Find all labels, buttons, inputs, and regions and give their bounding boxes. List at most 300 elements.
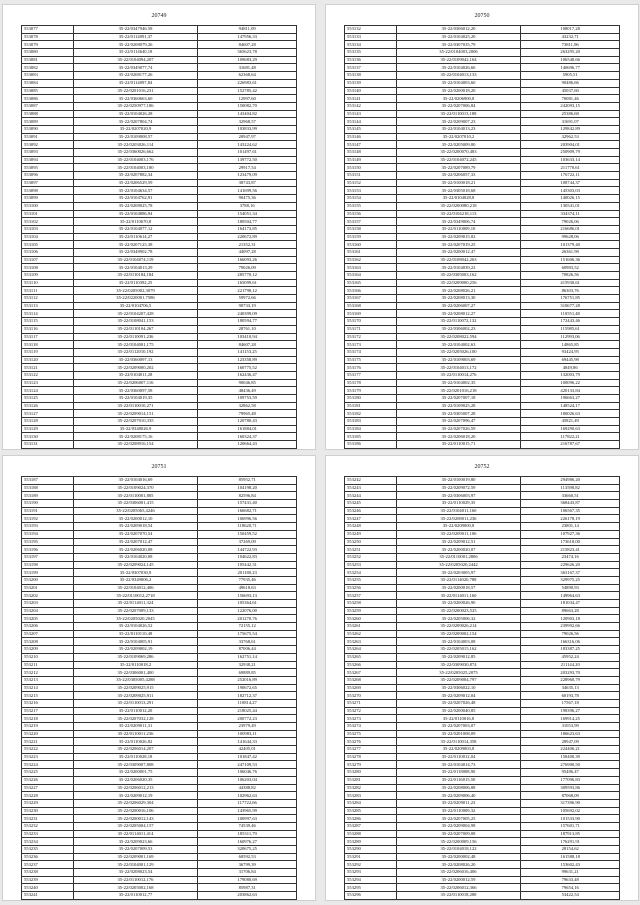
row-id-cell: 553178 — [345, 379, 397, 387]
row-id-cell: 553078 — [22, 33, 74, 41]
row-id-cell: 553285 — [345, 807, 397, 815]
table-row — [22, 156, 297, 164]
code-cell: 35-22/0205004,157 — [73, 822, 198, 830]
code-cell: 35-22/0104026,52 — [73, 623, 198, 631]
code-cell: 35-22/0200040,85 — [396, 707, 521, 715]
row-id-cell: 553277 — [345, 746, 397, 754]
code-cell: 35-22/0309030,874 — [396, 661, 521, 669]
row-id-cell: 553186 — [345, 441, 397, 449]
table-row — [22, 402, 297, 410]
code-cell: 35-22/0209026,214 — [396, 623, 521, 631]
code-cell: 35-22/0207009,133 — [73, 607, 198, 615]
amount-cell: 141153,25 — [198, 348, 297, 356]
amount-cell: 334374,11 — [521, 210, 620, 218]
row-id-cell: 553180 — [345, 395, 397, 403]
row-id-cell: 553103 — [22, 225, 74, 233]
table-row — [22, 753, 297, 761]
row-id-cell: 553182 — [345, 410, 397, 418]
row-id-cell: 553250 — [345, 538, 397, 546]
code-cell: 35-22/0109024,370 — [73, 484, 198, 492]
amount-cell: 28154,62 — [521, 846, 620, 854]
code-cell: 35-22/0110010,271 — [73, 402, 198, 410]
code-cell: 35-22/0209012,04 — [396, 692, 521, 700]
amount-cell: 33660,51 — [521, 492, 620, 500]
table-row — [345, 56, 620, 64]
code-cell: 35-22/0208013,30 — [396, 295, 521, 303]
row-id-cell: 553199 — [22, 569, 74, 577]
amount-cell: 85987,31 — [198, 884, 297, 892]
amount-cell: 79965,48 — [198, 410, 297, 418]
table-row — [22, 95, 297, 103]
row-id-cell: 553093 — [22, 149, 74, 157]
code-cell: 35-22/0208012,27 — [396, 310, 521, 318]
code-cell: 35-22/0104074,119 — [73, 256, 198, 264]
table-row — [345, 807, 620, 815]
amount-cell: 117722,66 — [198, 799, 297, 807]
table-row — [22, 264, 297, 272]
row-id-cell: 553095 — [22, 164, 74, 172]
row-id-cell: 553271 — [345, 699, 397, 707]
table-row — [345, 792, 620, 800]
table-row — [345, 141, 620, 149]
table-row — [345, 546, 620, 554]
code-cell: 35-22/0309007,808 — [73, 761, 198, 769]
amount-cell: 161884,01 — [198, 425, 297, 433]
table-row — [22, 325, 297, 333]
code-cell: 35-22/0110184,184 — [73, 272, 198, 280]
code-cell: 35-22/0104039,22 — [396, 264, 521, 272]
table-row — [345, 876, 620, 884]
code-cell: 35-22/0206057,33 — [396, 172, 521, 180]
code-cell: 35-22/0206007,116 — [73, 379, 198, 387]
table-row — [22, 561, 297, 569]
amount-cell: 177096,83 — [521, 776, 620, 784]
row-id-cell: 553218 — [22, 715, 74, 723]
table-row — [22, 515, 297, 523]
amount-cell: 103633,14 — [521, 156, 620, 164]
table-row — [22, 492, 297, 500]
amount-cell: 32938,21 — [198, 661, 297, 669]
code-cell: 35-22/0200012,59 — [396, 876, 521, 884]
code-cell: 35-22/0306022,10 — [396, 684, 521, 692]
code-cell: 35-22/0118008,90 — [396, 769, 521, 777]
table-row — [345, 410, 620, 418]
table-row — [22, 500, 297, 508]
row-id-cell: 553172 — [345, 333, 397, 341]
table-row — [22, 387, 297, 395]
row-id-cell: 553145 — [345, 125, 397, 133]
table-row — [345, 272, 620, 280]
table-row — [22, 164, 297, 172]
amount-cell: 216787,67 — [521, 441, 620, 449]
table-row — [22, 707, 297, 715]
amount-cell: 141699,56 — [198, 187, 297, 195]
code-cell: 35-22/0110013,291 — [73, 699, 198, 707]
row-id-cell: 553223 — [22, 753, 74, 761]
row-id-cell: 553094 — [22, 156, 74, 164]
amount-cell: 4849,86 — [521, 364, 620, 372]
table-row — [22, 784, 297, 792]
row-id-cell: 553159 — [345, 233, 397, 241]
code-cell: 35-22/0209002,154 — [396, 630, 521, 638]
code-cell: 35-22/0207012,47 — [73, 538, 198, 546]
row-id-cell: 553191 — [22, 507, 74, 515]
amount-cell: 31691,07 — [521, 118, 620, 126]
table-row — [345, 746, 620, 754]
amount-cell: 54890,93 — [521, 584, 620, 592]
code-cell: 35-22/0209018,54 — [73, 523, 198, 531]
amount-cell: 242093,15 — [521, 102, 620, 110]
code-cell: 35-22/0207882,34 — [73, 172, 198, 180]
amount-cell: 201180,23 — [198, 569, 297, 577]
code-cell: 35-22/0209006,40 — [396, 792, 521, 800]
code-cell: 35-22/0104005,91 — [73, 638, 198, 646]
code-cell: 35-22/0104013,23 — [396, 125, 521, 133]
row-id-cell: 553167 — [345, 295, 397, 303]
table-row — [22, 538, 297, 546]
table-row — [345, 371, 620, 379]
code-cell: 35-22/0208175,16 — [73, 433, 198, 441]
amount-cell: 5905,51 — [521, 72, 620, 80]
amount-cell: 203904,01 — [521, 141, 620, 149]
code-cell: 35-22/0100018,21 — [396, 179, 521, 187]
code-cell: 35-22/0209012,51 — [396, 538, 521, 546]
row-id-cell: 553226 — [22, 776, 74, 784]
amount-cell: 32862,58 — [198, 402, 297, 410]
row-id-cell: 553086 — [22, 95, 74, 103]
amount-cell: 252016,89 — [198, 676, 297, 684]
row-id-cell: 553200 — [22, 576, 74, 584]
amount-cell: 218025,44 — [198, 707, 297, 715]
code-cell: 35-22/0104003,176 — [73, 156, 198, 164]
code-cell: 35-22/0201016,231 — [73, 87, 198, 95]
code-cell: 35-22/0104013,133 — [396, 72, 521, 80]
amount-cell: 82596,84 — [198, 492, 297, 500]
table-row — [345, 441, 620, 449]
amount-cell: 182712,37 — [198, 692, 297, 700]
code-cell: 35-22/0108042,263 — [396, 256, 521, 264]
code-cell: 35-22/0220001,7586 — [73, 295, 198, 303]
code-cell: 35-22/0104072,245 — [396, 156, 521, 164]
code-cell: 35-22/0200020,07 — [396, 546, 521, 554]
amount-cell: 157431,40 — [198, 500, 297, 508]
amount-cell: 100983,11 — [198, 730, 297, 738]
code-cell: 35-22/0114097,84 — [73, 79, 198, 87]
table-row — [22, 815, 297, 823]
table-row — [22, 699, 297, 707]
amount-cell: 129842,89 — [521, 125, 620, 133]
table-row — [345, 41, 620, 49]
code-cell: 35-22/0110026,82 — [73, 738, 198, 746]
amount-cell: 141644,33 — [198, 738, 297, 746]
row-id-cell: 553147 — [345, 141, 397, 149]
row-id-cell: 553255 — [345, 576, 397, 584]
row-id-cell: 553201 — [22, 584, 74, 592]
code-cell: 35-22/0209004,98 — [396, 822, 521, 830]
code-cell: 35-22/0207010,2 — [396, 133, 521, 141]
data-table — [344, 25, 620, 449]
row-id-cell: 553207 — [22, 630, 74, 638]
code-cell: 35-22/0206900,8 — [396, 95, 521, 103]
code-cell: 35-22/0200012,47 — [396, 248, 521, 256]
table-row — [22, 507, 297, 515]
code-cell: 35-22/0109008,57 — [73, 133, 198, 141]
row-id-cell: 553152 — [345, 179, 397, 187]
amount-cell: 77935,46 — [198, 576, 297, 584]
code-cell: 35-22/0209025,915 — [73, 684, 198, 692]
amount-cell: 90733,19 — [198, 302, 297, 310]
amount-cell: 62368,64 — [198, 72, 297, 80]
row-id-cell: 553099 — [22, 195, 74, 203]
amount-cell: 53422,54 — [521, 892, 620, 900]
code-cell: 35-22/0110029,35 — [396, 500, 521, 508]
code-cell: 35-22/0205020,2442 — [396, 561, 521, 569]
table-row — [345, 433, 620, 441]
amount-cell: 147956,33 — [198, 33, 297, 41]
code-cell: 35-22/0110110,48 — [73, 630, 198, 638]
code-cell: 35-22/0207026,48 — [396, 699, 521, 707]
code-cell: 35-22/0208006,88 — [396, 784, 521, 792]
amount-cell: 173618,00 — [521, 538, 620, 546]
code-cell: 35-22/0104003,60 — [396, 79, 521, 87]
table-row — [345, 225, 620, 233]
row-id-cell: 553154 — [345, 195, 397, 203]
amount-cell: 143224,62 — [198, 141, 297, 149]
table-row — [345, 110, 620, 118]
row-id-cell: 553294 — [345, 876, 397, 884]
row-id-cell: 553104 — [22, 233, 74, 241]
table-row — [345, 379, 620, 387]
amount-cell: 294986,20 — [521, 477, 620, 485]
amount-cell: 79026,56 — [521, 630, 620, 638]
row-id-cell: 553287 — [345, 822, 397, 830]
table-row — [22, 356, 297, 364]
table-row — [345, 707, 620, 715]
amount-cell: 190672,65 — [198, 684, 297, 692]
code-cell: 35-22/0207020,9 — [73, 125, 198, 133]
row-id-cell: 553132 — [345, 26, 397, 34]
table-row — [345, 623, 620, 631]
row-id-cell: 553164 — [345, 272, 397, 280]
table-row — [345, 295, 620, 303]
row-id-cell: 553150 — [345, 164, 397, 172]
code-cell: 35-22/0205026,100 — [396, 348, 521, 356]
code-cell: 35-22/0104001,129 — [73, 861, 198, 869]
code-cell: 35-22/0110014,358 — [396, 738, 521, 746]
row-id-cell: 553221 — [22, 738, 74, 746]
amount-cell: 93424,95 — [521, 348, 620, 356]
code-cell: 35-22/0208177,26 — [73, 72, 198, 80]
amount-cell: 74539,46 — [198, 822, 297, 830]
amount-cell: 79026,06 — [521, 218, 620, 226]
code-cell: 35-22/0200012,143 — [73, 815, 198, 823]
amount-cell: 87068,09 — [521, 792, 620, 800]
table-row — [345, 279, 620, 287]
code-cell: 35-22/0110012,77 — [73, 892, 198, 900]
row-id-cell: 553137 — [345, 64, 397, 72]
table-row — [345, 187, 620, 195]
table-row — [22, 195, 297, 203]
row-id-cell: 553123 — [22, 379, 74, 387]
row-id-cell: 553190 — [22, 500, 74, 508]
table-row — [345, 569, 620, 577]
row-id-cell: 553295 — [345, 884, 397, 892]
row-id-cell: 553156 — [345, 210, 397, 218]
row-id-cell: 553170 — [345, 318, 397, 326]
amount-cell: 181034,47 — [521, 600, 620, 608]
table-row — [22, 110, 297, 118]
amount-cell: 123358,89 — [198, 356, 297, 364]
row-id-cell: 553275 — [345, 730, 397, 738]
row-id-cell: 553187 — [22, 477, 74, 485]
table-row — [22, 333, 297, 341]
row-id-cell: 553230 — [22, 807, 74, 815]
table-row — [345, 484, 620, 492]
code-cell: 35-22/0209001,169 — [73, 853, 198, 861]
code-cell: 35-22/0110012,04 — [396, 753, 521, 761]
table-row — [345, 179, 620, 187]
table-row — [22, 661, 297, 669]
table-row — [22, 807, 297, 815]
amount-cell: 150459,52 — [198, 530, 297, 538]
code-cell: 35-22/0203005,97 — [396, 569, 521, 577]
amount-cell: 162436,47 — [198, 371, 297, 379]
amount-cell: 48436,49 — [198, 387, 297, 395]
amount-cell: 123479,09 — [198, 172, 297, 180]
amount-cell: 154051,34 — [198, 210, 297, 218]
row-id-cell: 553283 — [345, 792, 397, 800]
amount-cell: 172443,46 — [521, 318, 620, 326]
table-row — [345, 418, 620, 426]
row-id-cell: 553127 — [22, 410, 74, 418]
code-cell: 35-22/0209000,8 — [396, 523, 521, 531]
row-id-cell: 553115 — [22, 318, 74, 326]
row-id-cell: 553290 — [345, 846, 397, 854]
code-cell: 35-22/0200009,156 — [396, 838, 521, 846]
code-cell: 35-22/0112010,192 — [73, 348, 198, 356]
data-table — [21, 476, 297, 900]
table-row — [22, 418, 297, 426]
code-cell: 35-22/0201016,218 — [396, 387, 521, 395]
row-id-cell: 553232 — [22, 822, 74, 830]
amount-cell: 99628,06 — [521, 233, 620, 241]
table-row — [345, 164, 620, 172]
table-row — [22, 600, 297, 608]
amount-cell: 14865,85 — [521, 341, 620, 349]
amount-cell: 106203,04 — [198, 776, 297, 784]
table-row — [22, 715, 297, 723]
table-row — [345, 753, 620, 761]
table-row — [345, 538, 620, 546]
table-row — [22, 684, 297, 692]
row-id-cell: 553291 — [345, 853, 397, 861]
amount-cell: 44388,82 — [198, 784, 297, 792]
table-row — [22, 830, 297, 838]
amount-cell: 187913,85 — [521, 830, 620, 838]
table-row — [345, 892, 620, 900]
amount-cell: 226983,61 — [198, 79, 297, 87]
code-cell: 35-22/0209003,8 — [396, 746, 521, 754]
amount-cell: 99631,21 — [521, 869, 620, 877]
code-cell: 35-22/0110012,2718 — [73, 592, 198, 600]
row-id-cell: 553119 — [22, 348, 74, 356]
amount-cell: 165099,61 — [198, 279, 297, 287]
amount-cell: 120664,43 — [198, 441, 297, 449]
amount-cell: 113598,82 — [521, 484, 620, 492]
row-id-cell: 553264 — [345, 646, 397, 654]
row-id-cell: 553090 — [22, 125, 74, 133]
table-row — [22, 730, 297, 738]
table-row — [22, 56, 297, 64]
amount-cell: 90046,85 — [198, 379, 297, 387]
amount-cell: 101847,42 — [198, 753, 297, 761]
row-id-cell: 553193 — [22, 523, 74, 531]
table-row — [22, 318, 297, 326]
table-row — [345, 87, 620, 95]
amount-cell: 161588,18 — [521, 853, 620, 861]
row-id-cell: 553192 — [22, 515, 74, 523]
amount-cell: 285770,12 — [198, 272, 297, 280]
code-cell: 35-22/0206007,27 — [396, 302, 521, 310]
amount-cell: 84607,28 — [198, 341, 297, 349]
amount-cell: 215823,41 — [521, 546, 620, 554]
table-row — [345, 26, 620, 34]
table-row — [345, 125, 620, 133]
row-id-cell: 553107 — [22, 256, 74, 264]
row-id-cell: 553280 — [345, 769, 397, 777]
table-row — [345, 102, 620, 110]
table-row — [345, 730, 620, 738]
amount-cell: 105364,61 — [198, 600, 297, 608]
table-row — [22, 676, 297, 684]
table-row — [345, 638, 620, 646]
table-row — [345, 364, 620, 372]
code-cell: 35-22/0110104,267 — [73, 325, 198, 333]
code-cell: 35-22/0100019,80 — [396, 477, 521, 485]
amount-cell: 145303,03 — [521, 187, 620, 195]
code-cell: 35-22/0110012,176 — [73, 876, 198, 884]
table-row — [22, 125, 297, 133]
row-id-cell: 553175 — [345, 356, 397, 364]
table-row — [22, 477, 297, 485]
amount-cell: 139772,50 — [198, 156, 297, 164]
amount-cell: 200772,23 — [198, 715, 297, 723]
row-id-cell: 553091 — [22, 133, 74, 141]
code-cell: 35-22/0110001,805 — [73, 492, 198, 500]
code-cell: 35-22/0347946.58 — [73, 26, 198, 34]
amount-cell: 180594,77 — [198, 318, 297, 326]
code-cell: 35-22/0104003,2006 — [396, 49, 521, 57]
row-id-cell: 553249 — [345, 530, 397, 538]
amount-cell: 363167,37 — [521, 569, 620, 577]
row-id-cell: 553176 — [345, 364, 397, 372]
amount-cell: 250909,79 — [521, 149, 620, 157]
row-id-cell: 553213 — [22, 676, 74, 684]
code-cell: 35-22/0209000,256 — [396, 279, 521, 287]
row-id-cell: 553185 — [345, 433, 397, 441]
code-cell: 35-22/0209011,31 — [73, 723, 198, 731]
amount-cell: 415930,61 — [521, 279, 620, 287]
amount-cell: 90475,36 — [198, 195, 297, 203]
row-id-cell: 553261 — [345, 623, 397, 631]
code-cell: 35-22/0104011,160 — [396, 507, 521, 515]
amount-cell: 23979,49 — [198, 723, 297, 731]
table-row — [22, 546, 297, 554]
amount-cell: 36799,39 — [198, 861, 297, 869]
code-cell: 35-22/0209014,151 — [73, 410, 198, 418]
amount-cell: 104198,20 — [198, 484, 297, 492]
amount-cell: 365623,78 — [198, 49, 297, 57]
